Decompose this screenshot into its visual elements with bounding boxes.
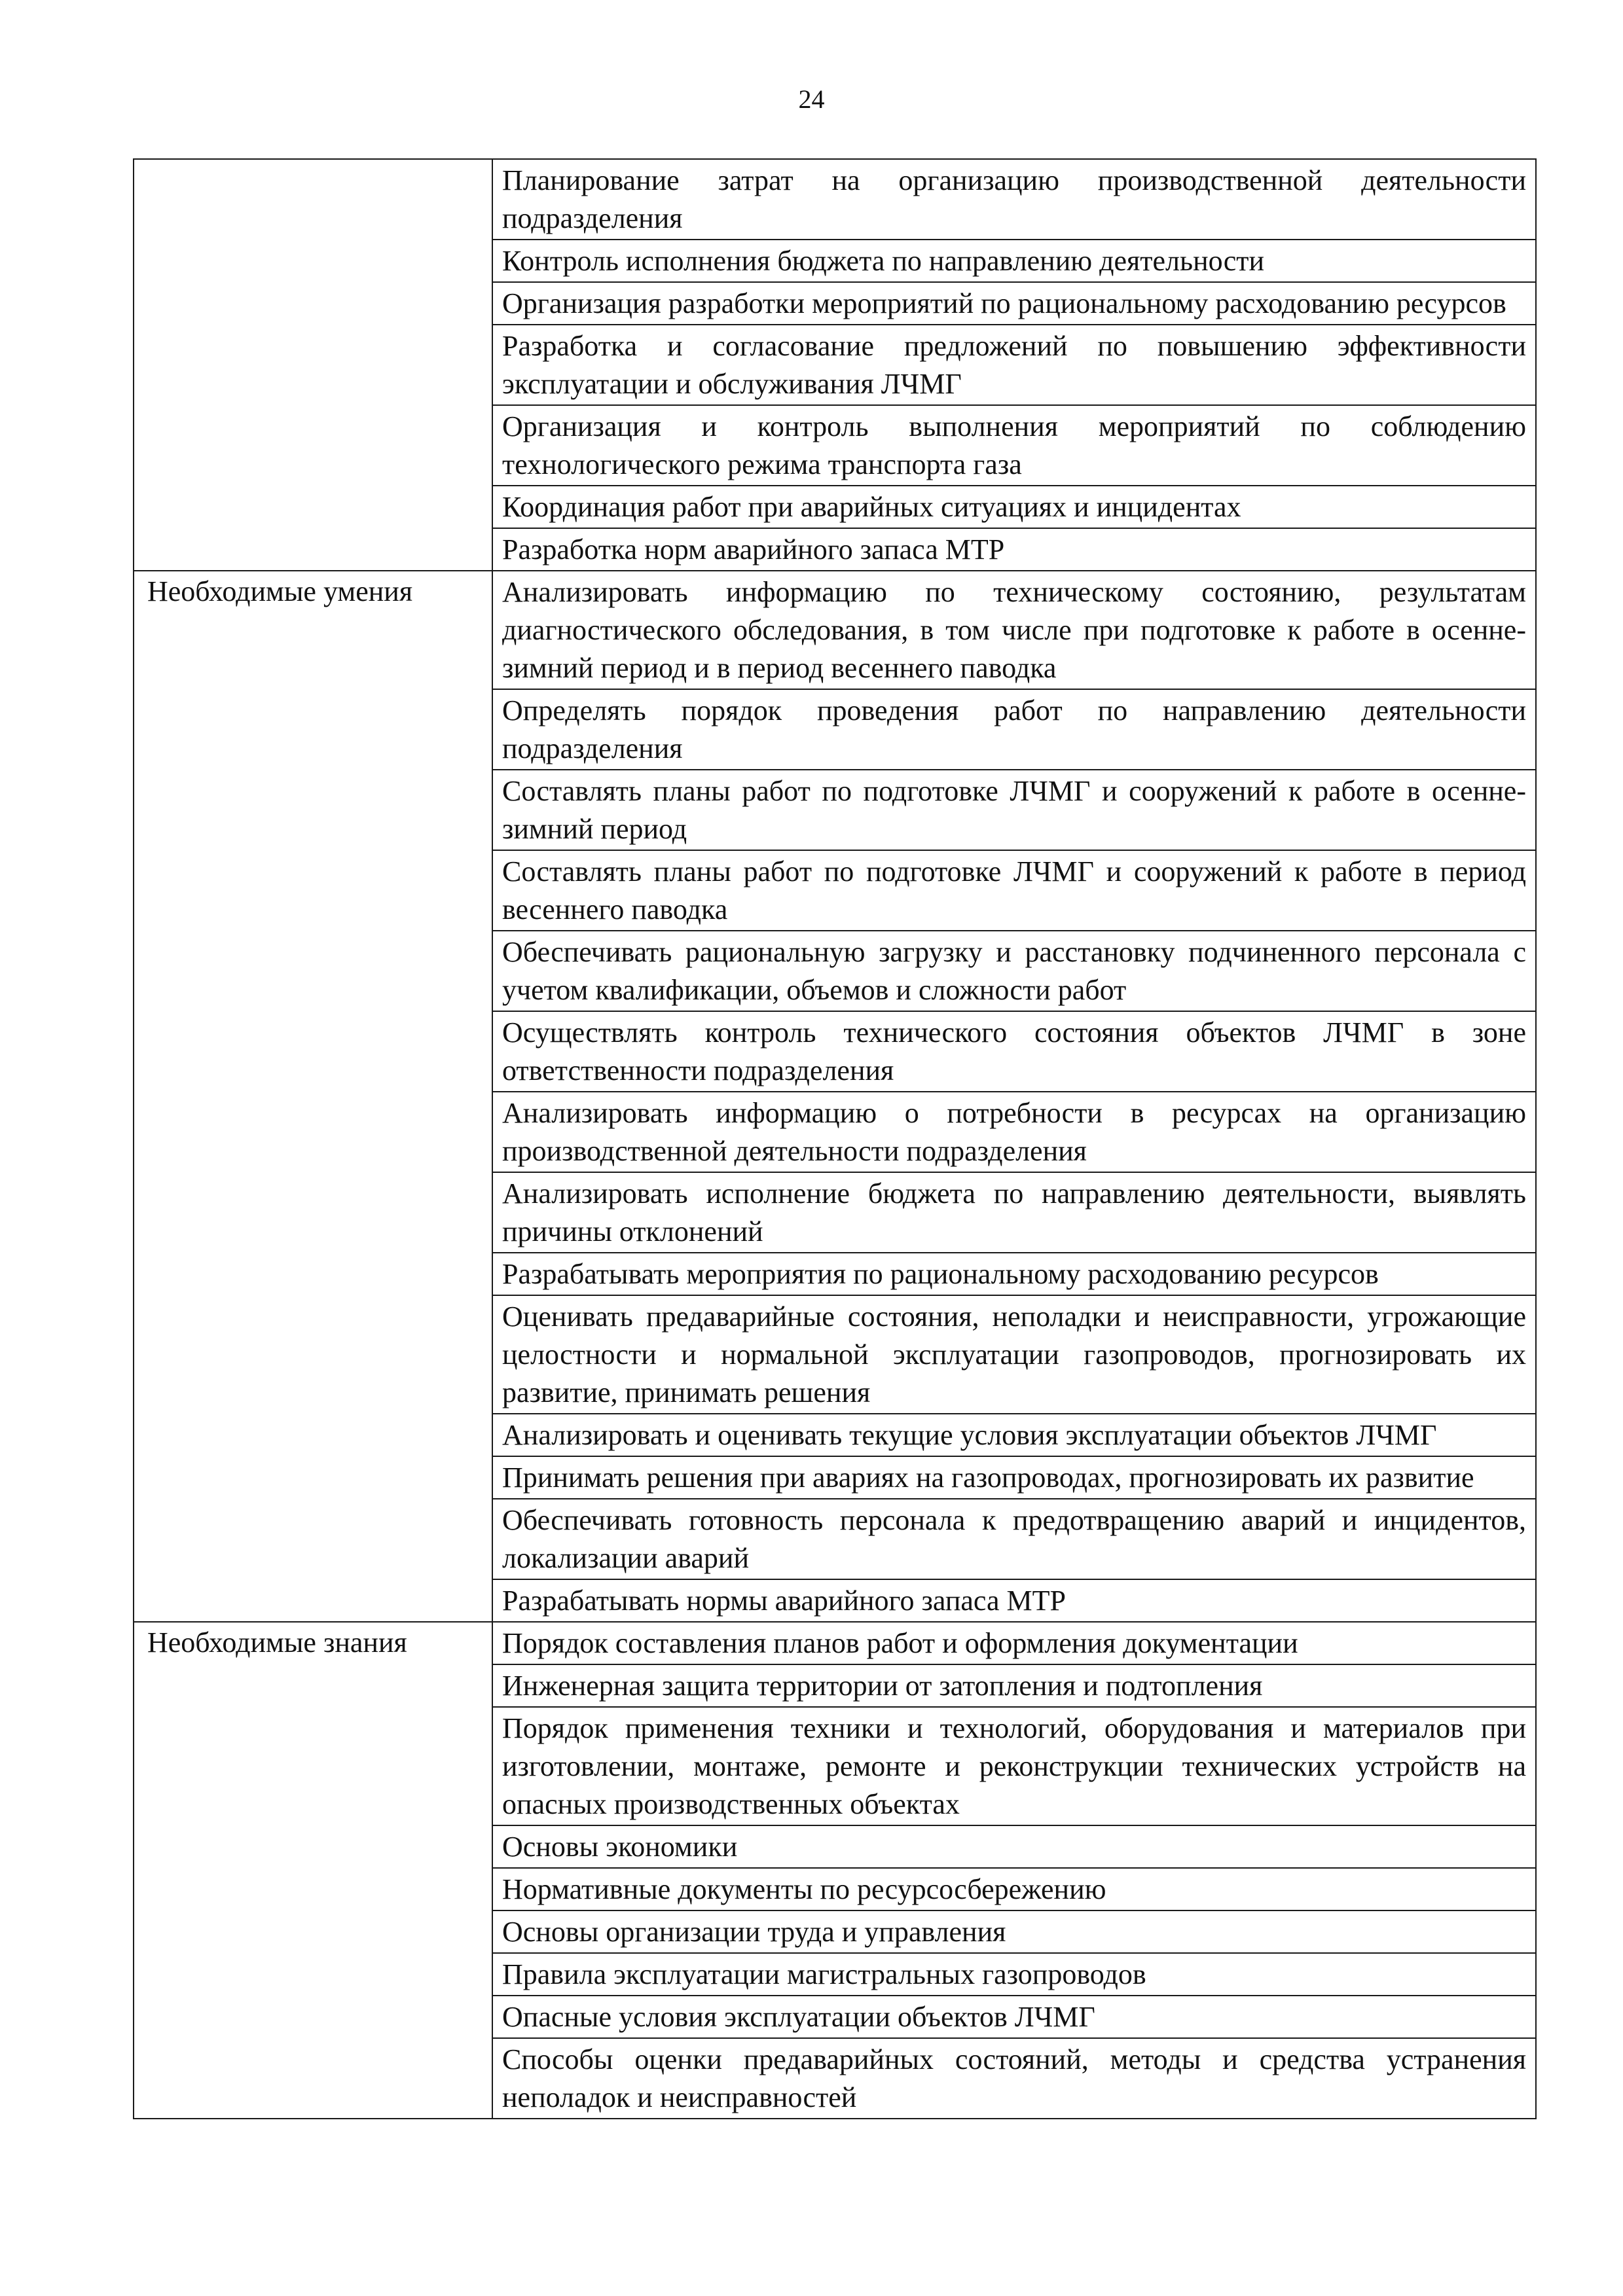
list-item: Организация и контроль выполнения мероприятий по соблюдению технологического режима транспорта газа [492, 405, 1536, 486]
list-item: Определять порядок проведения работ по направлению деятельности подразделения [492, 689, 1536, 770]
section-label-skills: Необходимые умения [134, 571, 492, 1622]
list-item: Разработка и согласование предложений по повышению эффективности эксплуатации и обслуживания ЛЧМГ [492, 325, 1536, 405]
list-item: Нормативные документы по ресурсосбережению [492, 1868, 1536, 1910]
table-row [134, 1622, 1536, 1664]
page-number: 24 [798, 84, 825, 114]
list-item: Порядок применения техники и технологий, оборудования и материалов при изготовлении, монтаже, ремонте и реконструкции технических устройств на опасных производственных объектах [492, 1707, 1536, 1825]
list-item: Осуществлять контроль технического состояния объектов ЛЧМГ в зоне ответственности подразделения [492, 1011, 1536, 1092]
list-item: Анализировать исполнение бюджета по направлению деятельности, выявлять причины отклонений [492, 1172, 1536, 1253]
list-item: Планирование затрат на организацию производственной деятельности подразделения [492, 159, 1536, 240]
list-item: Принимать решения при авариях на газопроводах, прогнозировать их развитие [492, 1456, 1536, 1499]
list-item: Составлять планы работ по подготовке ЛЧМГ и сооружений к работе в осенне-зимний период [492, 770, 1536, 850]
section-label-knowledge: Необходимые знания [134, 1622, 492, 2119]
list-item: Составлять планы работ по подготовке ЛЧМГ и сооружений к работе в период весеннего паводка [492, 850, 1536, 931]
list-item: Разрабатывать нормы аварийного запаса МТР [492, 1579, 1536, 1622]
list-item: Основы организации труда и управления [492, 1910, 1536, 1953]
competency-table [133, 158, 1537, 2119]
list-item: Контроль исполнения бюджета по направлению деятельности [492, 240, 1536, 282]
list-item: Организация разработки мероприятий по рациональному расходованию ресурсов [492, 282, 1536, 325]
list-item: Обеспечивать готовность персонала к предотвращению аварий и инцидентов, локализации аварий [492, 1499, 1536, 1579]
table-row [134, 571, 1536, 689]
list-item: Анализировать информацию по техническому состоянию, результатам диагностического обследования, в том числе при подготовке к работе в осенне-зимний период и в период весеннего паводка [492, 571, 1536, 689]
list-item: Координация работ при аварийных ситуациях и инцидентах [492, 486, 1536, 528]
section-label [134, 159, 492, 571]
list-item: Разработка норм аварийного запаса МТР [492, 528, 1536, 571]
list-item: Основы экономики [492, 1825, 1536, 1868]
table-row [134, 159, 1536, 240]
list-item: Правила эксплуатации магистральных газопроводов [492, 1953, 1536, 1996]
list-item: Порядок составления планов работ и оформления документации [492, 1622, 1536, 1664]
list-item: Обеспечивать рациональную загрузку и расстановку подчиненного персонала с учетом квалификации, объемов и сложности работ [492, 931, 1536, 1011]
list-item: Способы оценки предаварийных состояний, методы и средства устранения неполадок и неисправностей [492, 2038, 1536, 2119]
list-item: Разрабатывать мероприятия по рациональному расходованию ресурсов [492, 1253, 1536, 1295]
list-item: Анализировать информацию о потребности в ресурсах на организацию производственной деятельности подразделения [492, 1092, 1536, 1172]
list-item: Инженерная защита территории от затопления и подтопления [492, 1664, 1536, 1707]
list-item: Опасные условия эксплуатации объектов ЛЧМГ [492, 1996, 1536, 2038]
list-item: Оценивать предаварийные состояния, неполадки и неисправности, угрожающие целостности и нормальной эксплуатации газопроводов, прогнозировать их развитие, принимать решения [492, 1295, 1536, 1414]
list-item: Анализировать и оценивать текущие условия эксплуатации объектов ЛЧМГ [492, 1414, 1536, 1456]
